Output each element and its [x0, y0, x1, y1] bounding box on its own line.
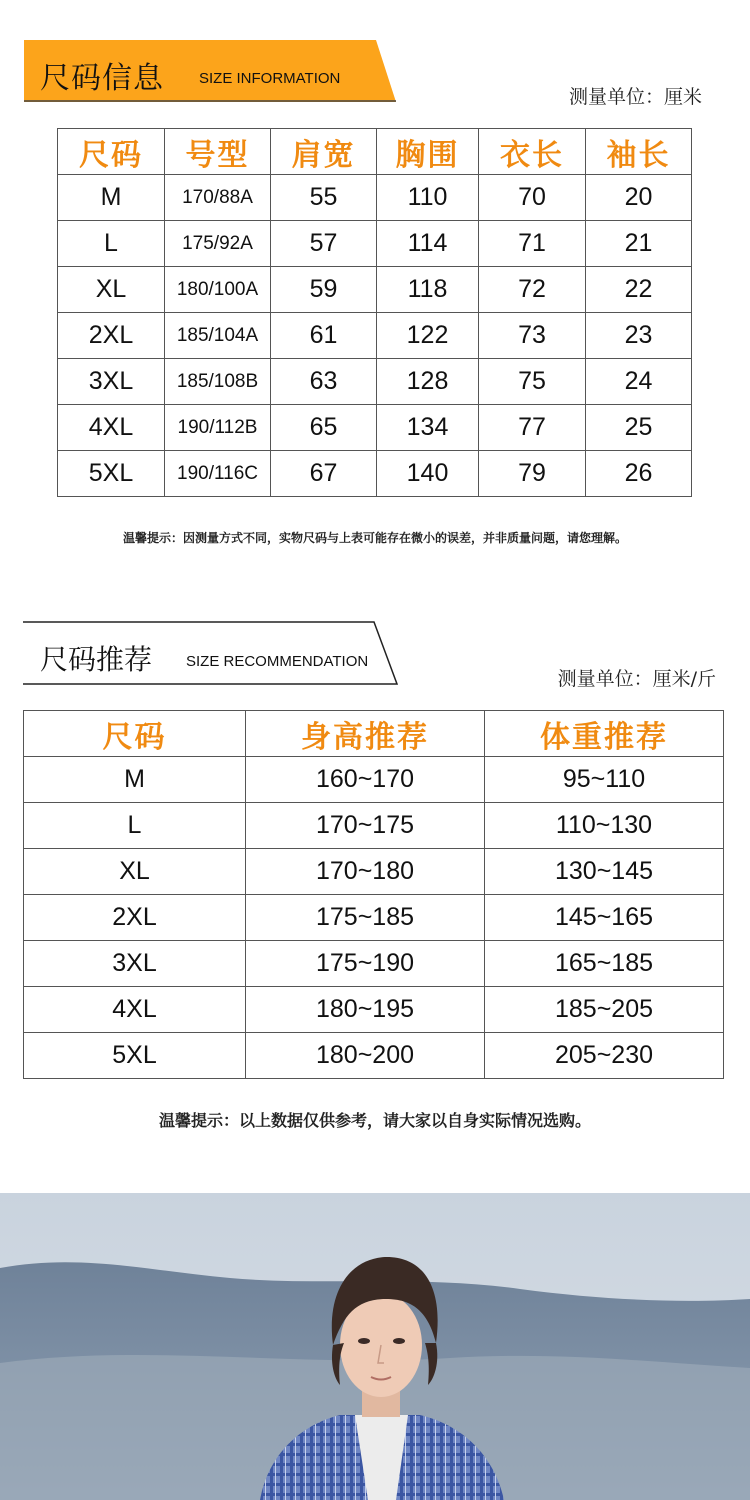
shoulder-cell: 55 [271, 175, 377, 221]
model-cell: 170/88A [165, 175, 271, 221]
height-cell: 170~175 [246, 803, 485, 849]
size-cell: 5XL [58, 451, 165, 497]
shoulder-cell: 59 [271, 267, 377, 313]
shoulder-cell: 57 [271, 221, 377, 267]
height-cell: 175~190 [246, 941, 485, 987]
sleeve-cell: 25 [586, 405, 692, 451]
table-row [58, 451, 692, 497]
length-cell: 73 [479, 313, 586, 359]
size-recommendation-table [23, 710, 724, 1079]
height-cell: 170~180 [246, 849, 485, 895]
weight-cell: 110~130 [485, 803, 724, 849]
sleeve-cell: 21 [586, 221, 692, 267]
size-information-table [57, 128, 692, 497]
chest-cell: 110 [377, 175, 479, 221]
size-cell: 3XL [58, 359, 165, 405]
weight-cell: 165~185 [485, 941, 724, 987]
table-row [58, 267, 692, 313]
table-row [24, 1033, 724, 1079]
shoulder-cell: 65 [271, 405, 377, 451]
model-cell: 180/100A [165, 267, 271, 313]
sleeve-cell: 26 [586, 451, 692, 497]
height-cell: 180~195 [246, 987, 485, 1033]
size-cell: 5XL [24, 1033, 246, 1079]
weight-cell: 185~205 [485, 987, 724, 1033]
size-recommendation-subtitle: SIZE RECOMMENDATION [186, 653, 369, 670]
sleeve-cell: 23 [586, 313, 692, 359]
sleeve-cell: 24 [586, 359, 692, 405]
height-cell: 160~170 [246, 757, 485, 803]
recommendation-unit-label: 测量单位：厘米/斤 [557, 668, 716, 690]
column-header: 袖长 [586, 129, 692, 175]
model-cell: 190/112B [165, 405, 271, 451]
size-cell: L [58, 221, 165, 267]
size-recommendation-header [22, 620, 400, 686]
weight-cell: 130~145 [485, 849, 724, 895]
size-cell: 4XL [58, 405, 165, 451]
table-header-row [58, 129, 692, 175]
shoulder-cell: 63 [271, 359, 377, 405]
chest-cell: 140 [377, 451, 479, 497]
table-row [58, 405, 692, 451]
table-row [58, 313, 692, 359]
length-cell: 70 [479, 175, 586, 221]
model-cell: 175/92A [165, 221, 271, 267]
size-cell: L [24, 803, 246, 849]
size-cell: 2XL [58, 313, 165, 359]
size-cell: XL [24, 849, 246, 895]
table-row [58, 221, 692, 267]
size-cell: XL [58, 267, 165, 313]
table-row [24, 757, 724, 803]
chest-cell: 122 [377, 313, 479, 359]
column-header: 衣长 [479, 129, 586, 175]
length-cell: 75 [479, 359, 586, 405]
height-cell: 175~185 [246, 895, 485, 941]
table-row [24, 941, 724, 987]
sleeve-cell: 22 [586, 267, 692, 313]
size-information-tip: 温馨提示：因测量方式不同，实物尺码与上表可能存在微小的误差，并非质量问题，请您理解。 [122, 531, 627, 545]
model-cell: 190/116C [165, 451, 271, 497]
size-cell: 2XL [24, 895, 246, 941]
size-information-subtitle: SIZE INFORMATION [199, 70, 341, 87]
chest-cell: 114 [377, 221, 479, 267]
column-header: 体重推荐 [485, 711, 724, 757]
length-cell: 77 [479, 405, 586, 451]
column-header: 胸围 [377, 129, 479, 175]
table-row [58, 359, 692, 405]
chest-cell: 118 [377, 267, 479, 313]
model-cell: 185/104A [165, 313, 271, 359]
size-cell: M [24, 757, 246, 803]
shoulder-cell: 61 [271, 313, 377, 359]
table-row [24, 987, 724, 1033]
chest-cell: 128 [377, 359, 479, 405]
chest-cell: 134 [377, 405, 479, 451]
size-information-title: 尺码信息 [40, 61, 164, 96]
length-cell: 71 [479, 221, 586, 267]
size-recommendation-title: 尺码推荐 [40, 643, 153, 676]
column-header: 身高推荐 [246, 711, 485, 757]
column-header: 尺码 [58, 129, 165, 175]
column-header: 肩宽 [271, 129, 377, 175]
size-cell: M [58, 175, 165, 221]
sleeve-cell: 20 [586, 175, 692, 221]
model-photo-illustration [0, 1193, 750, 1500]
height-cell: 180~200 [246, 1033, 485, 1079]
column-header: 号型 [165, 129, 271, 175]
model-photo [0, 1193, 750, 1500]
weight-cell: 145~165 [485, 895, 724, 941]
model-cell: 185/108B [165, 359, 271, 405]
length-cell: 72 [479, 267, 586, 313]
table-header-row [24, 711, 724, 757]
column-header: 尺码 [24, 711, 246, 757]
weight-cell: 95~110 [485, 757, 724, 803]
size-cell: 3XL [24, 941, 246, 987]
table-row [24, 895, 724, 941]
table-row [58, 175, 692, 221]
length-cell: 79 [479, 451, 586, 497]
size-cell: 4XL [24, 987, 246, 1033]
table-row [24, 849, 724, 895]
weight-cell: 205~230 [485, 1033, 724, 1079]
size-information-header [24, 40, 396, 102]
size-recommendation-tip: 温馨提示：以上数据仅供参考，请大家以自身实际情况选购。 [158, 1111, 591, 1130]
table-row [24, 803, 724, 849]
measurement-unit-label: 测量单位：厘米 [568, 86, 702, 108]
shoulder-cell: 67 [271, 451, 377, 497]
